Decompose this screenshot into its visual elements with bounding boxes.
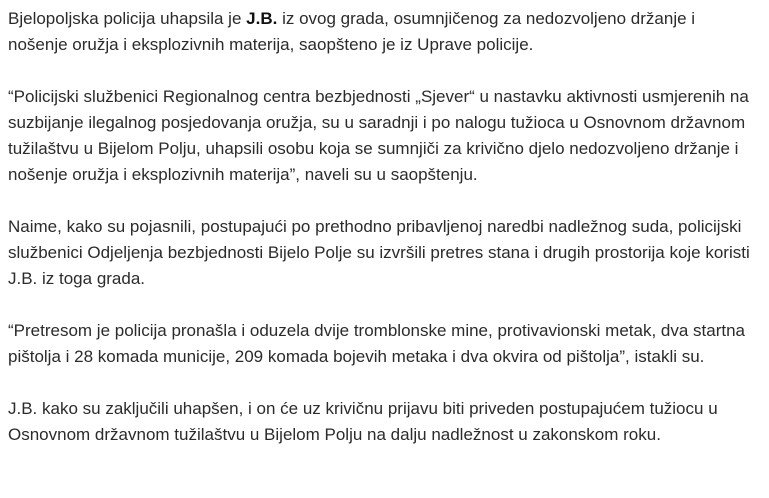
paragraph-1-lead-text: Bjelopoljska policija uhapsila je (8, 9, 247, 28)
paragraph-1-rest-text: iz ovog grada, osumnjičenog za nedozvoljeno držanje i nošenje oružja i eksplozivnih materija, saopšteno je iz Uprave policije. (8, 9, 696, 54)
article-paragraph-4: “Pretresom je policija pronašla i oduzela dvije tromblonske mine, protivavionski metak, dva startna pištolja i 28 komada municije, 209 komada bojevih metaka i dva okvira od pištolja”, istakli su. (8, 321, 746, 366)
article-paragraph-1 (8, 6, 759, 58)
article-paragraph-5: J.B. kako su zaključili uhapšen, i on će uz krivičnu prijavu biti priveden postupajućem tužiocu u Osnovnom državnom tužilaštvu u Bijelom Polju na dalju nadležnost u zakonskom roku. (8, 399, 718, 444)
article-paragraph-3: Naime, kako su pojasnili, postupajući po prethodno pribavljenoj naredbi nadležnog suda, policijski službenici Odjeljenja bezbjednosti Bijelo Polje su izvršili pretres stana i drugih prostorija koje koristi J.B. iz toga grada. (8, 217, 750, 288)
article-paragraph-2: “Policijski službenici Regionalnog centra bezbjednosti „Sjever“ u nastavku aktivnosti usmjerenih na suzbijanje ilegalnog posjedovanja oružja, su u saradnji i po nalogu tužioca u Osnovnom državnom tužilaštvu u Bijelom Polju, uhapsili osobu koja se sumnjiči za krivično djelo nedozvoljeno držanje i nošenje oružja i eksplozivnih materija”, naveli su u saopštenju. (8, 87, 749, 184)
suspect-initials: J.B. (246, 9, 278, 28)
